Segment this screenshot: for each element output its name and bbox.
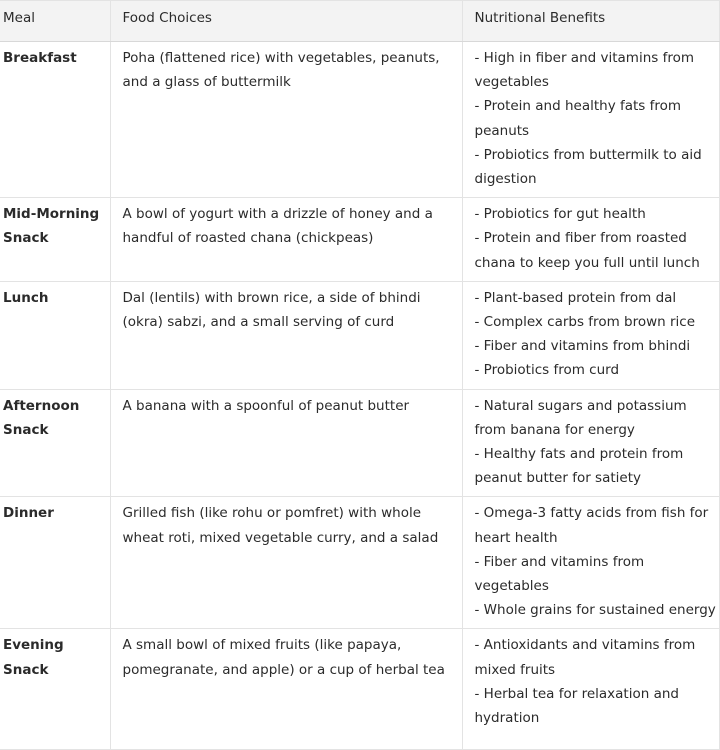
benefits-cell [462,198,719,282]
meal-cell: Breakfast [0,42,110,198]
table-row [0,42,719,198]
table-row [0,389,719,497]
benefits-cell [462,42,719,198]
benefit-item: - High in fiber and vitamins from vegetables [474,50,694,91]
benefit-item: - Herbal tea for relaxation and hydration [474,685,679,727]
benefit-item: - Fiber and vitamins from vegetables [474,553,645,595]
benefit-item: - Antioxidants and vitamins from mixed fruits [474,637,696,678]
table-row [0,629,719,750]
benefit-item: - Whole grains for sustained energy [474,602,716,619]
food-cell: Grilled fish (like rohu or pomfret) with whole wheat roti, mixed vegetable curry, and a salad [110,497,462,629]
benefit-item: - Fiber and vitamins from bhindi [474,338,691,355]
benefit-item: - Healthy fats and protein from peanut butter for satiety [474,446,684,487]
column-header-food-choices: Food Choices [110,1,462,42]
benefit-item: - Omega-3 fatty acids from fish for heart health [474,505,709,546]
table-row [0,497,719,629]
table-header-row [0,1,719,42]
food-cell: A banana with a spoonful of peanut butter [110,389,462,497]
benefit-item: - Probiotics from buttermilk to aid digestion [474,146,702,188]
benefits-cell [462,281,719,389]
food-cell: A bowl of yogurt with a drizzle of honey and a handful of roasted chana (chickpeas) [110,198,462,282]
benefit-item: - Probiotics for gut health [474,206,646,223]
benefit-item: - Plant-based protein from dal [474,289,677,306]
benefits-cell [462,389,719,497]
column-header-meal: Meal [0,1,110,42]
food-cell: A small bowl of mixed fruits (like papaya, pomegranate, and apple) or a cup of herbal tea [110,629,462,750]
meal-cell: Afternoon Snack [0,389,110,497]
benefit-item: - Complex carbs from brown rice [474,314,696,331]
table-row [0,281,719,389]
benefit-item: - Protein and healthy fats from peanuts [474,98,682,139]
benefits-cell [462,629,719,750]
benefit-item: - Natural sugars and potassium from banana for energy [474,397,687,438]
food-cell: Poha (flattened rice) with vegetables, peanuts, and a glass of buttermilk [110,42,462,198]
benefit-item: - Probiotics from curd [474,362,620,379]
table-row [0,198,719,282]
benefits-cell [462,497,719,629]
food-cell: Dal (lentils) with brown rice, a side of bhindi (okra) sabzi, and a small serving of curd [110,281,462,389]
meal-cell: Mid-Morning Snack [0,198,110,282]
meal-cell: Evening Snack [0,629,110,750]
column-header-nutritional-benefits: Nutritional Benefits [462,1,719,42]
meal-cell: Lunch [0,281,110,389]
benefit-item: - Protein and fiber from roasted chana to keep you full until lunch [474,230,700,271]
meal-cell: Dinner [0,497,110,629]
